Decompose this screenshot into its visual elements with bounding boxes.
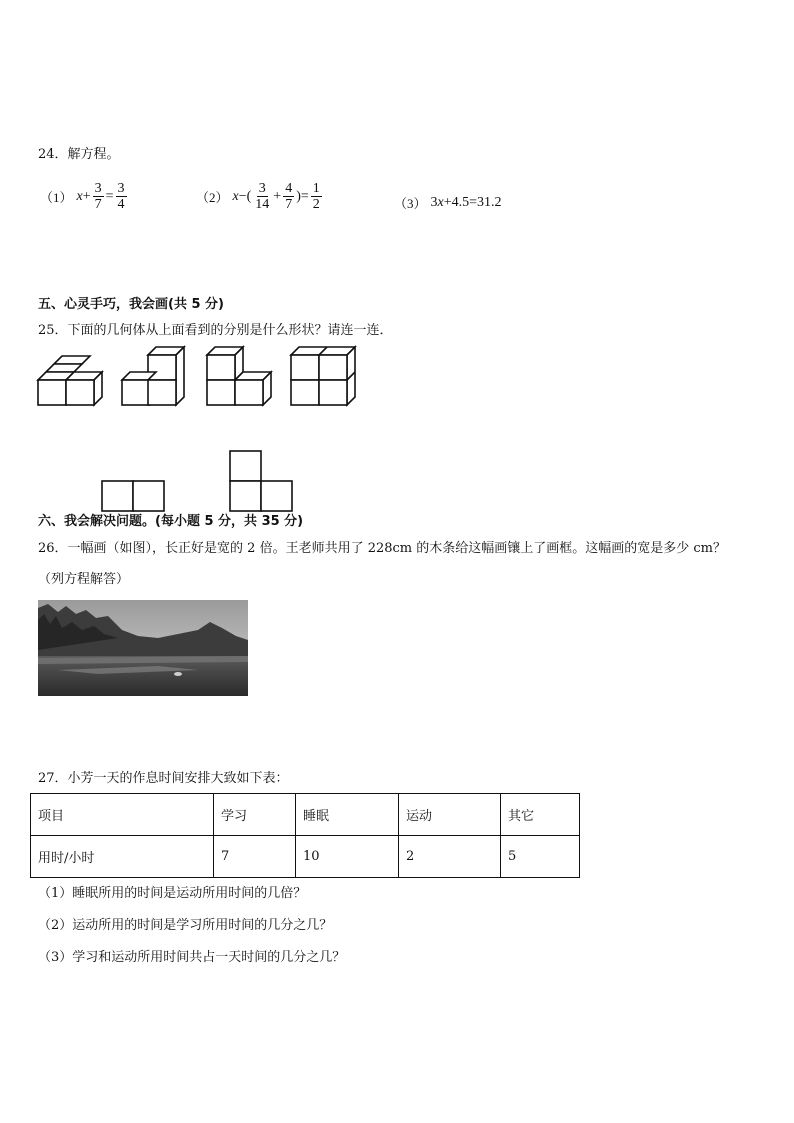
eq2-var: x — [232, 188, 239, 204]
eq2-close: )= — [296, 188, 309, 204]
eq1-num-2: 3 — [117, 181, 125, 196]
eq2-frac-3 — [311, 181, 322, 212]
eq1-var: x — [76, 188, 83, 204]
solid-1 — [38, 356, 102, 405]
schedule-table — [30, 793, 580, 878]
eq1-label: （1） — [40, 190, 73, 205]
eq1-num-1: 3 — [94, 181, 102, 196]
q27-question-1: （1）睡眠所用的时间是运动所用时间的几倍？ — [38, 886, 307, 901]
table-cell: 用时/小时 — [31, 836, 214, 878]
eq3-label: （3） — [394, 196, 427, 211]
equation-2 — [196, 181, 324, 212]
section-5-heading: 五、心灵手巧，我会画(共 5 分) — [38, 297, 224, 312]
table-cell: 7 — [214, 836, 296, 878]
equation-1 — [40, 181, 129, 212]
eq2-den-2: 7 — [285, 197, 293, 212]
eq2-num-1: 3 — [258, 181, 266, 196]
table-cell: 学习 — [214, 794, 296, 836]
eq1-den-1: 7 — [94, 197, 102, 212]
eq3-rest: +4.5=31.2 — [443, 194, 502, 210]
table-cell: 项目 — [31, 794, 214, 836]
table-row — [31, 794, 580, 836]
table-cell: 2 — [399, 836, 501, 878]
table-cell: 10 — [296, 836, 399, 878]
eq2-label: （2） — [196, 190, 229, 205]
table-cell: 运动 — [399, 794, 501, 836]
section-6-heading: 六、我会解决问题。(每小题 5 分，共 35 分) — [38, 514, 304, 529]
painting-image — [38, 600, 248, 696]
eq1-plus: + — [82, 188, 91, 204]
eq2-minus: −( — [238, 188, 252, 204]
eq3-var: x — [437, 194, 444, 210]
eq2-frac-1 — [253, 181, 271, 212]
eq2-frac-2 — [283, 181, 294, 212]
equation-3 — [394, 193, 502, 212]
q27-question-3: （3）学习和运动所用时间共占一天时间的几分之几？ — [38, 950, 346, 965]
eq1-frac-2 — [116, 181, 127, 212]
eq1-den-2: 4 — [117, 197, 125, 212]
solid-4 — [291, 347, 355, 405]
solid-3 — [207, 347, 271, 405]
q27-question-2: （2）运动所用的时间是学习所用时间的几分之几？ — [38, 918, 333, 933]
table-cell: 其它 — [501, 794, 580, 836]
table-cell: 5 — [501, 836, 580, 878]
q25-title: 25．下面的几何体从上面看到的分别是什么形状？请连一连． — [38, 323, 393, 338]
geometry-figures — [30, 340, 360, 520]
q26-title: 26．一幅画（如图），长正好是宽的 2 倍。王老师共用了 228cm 的木条给这幅画镶上了画框。这幅画的宽是多少 cm？ — [38, 541, 727, 556]
table-row — [31, 836, 580, 878]
eq2-num-2: 4 — [285, 181, 293, 196]
top-view-two-squares — [102, 481, 164, 511]
q26-note: （列方程解答） — [38, 572, 130, 587]
eq3-coef: 3 — [430, 194, 438, 210]
eq2-den-1: 14 — [255, 197, 270, 212]
eq2-num-3: 1 — [312, 181, 320, 196]
q24-title: 24．解方程。 — [38, 147, 120, 162]
q27-title: 27．小芳一天的作息时间安排大致如下表： — [38, 771, 289, 786]
eq2-plus: + — [273, 188, 282, 204]
table-cell: 睡眠 — [296, 794, 399, 836]
top-view-l-shape — [230, 451, 292, 511]
eq1-equals: = — [105, 188, 114, 204]
eq1-frac-1 — [93, 181, 104, 212]
solid-2 — [122, 347, 184, 405]
eq2-den-3: 2 — [312, 197, 320, 212]
